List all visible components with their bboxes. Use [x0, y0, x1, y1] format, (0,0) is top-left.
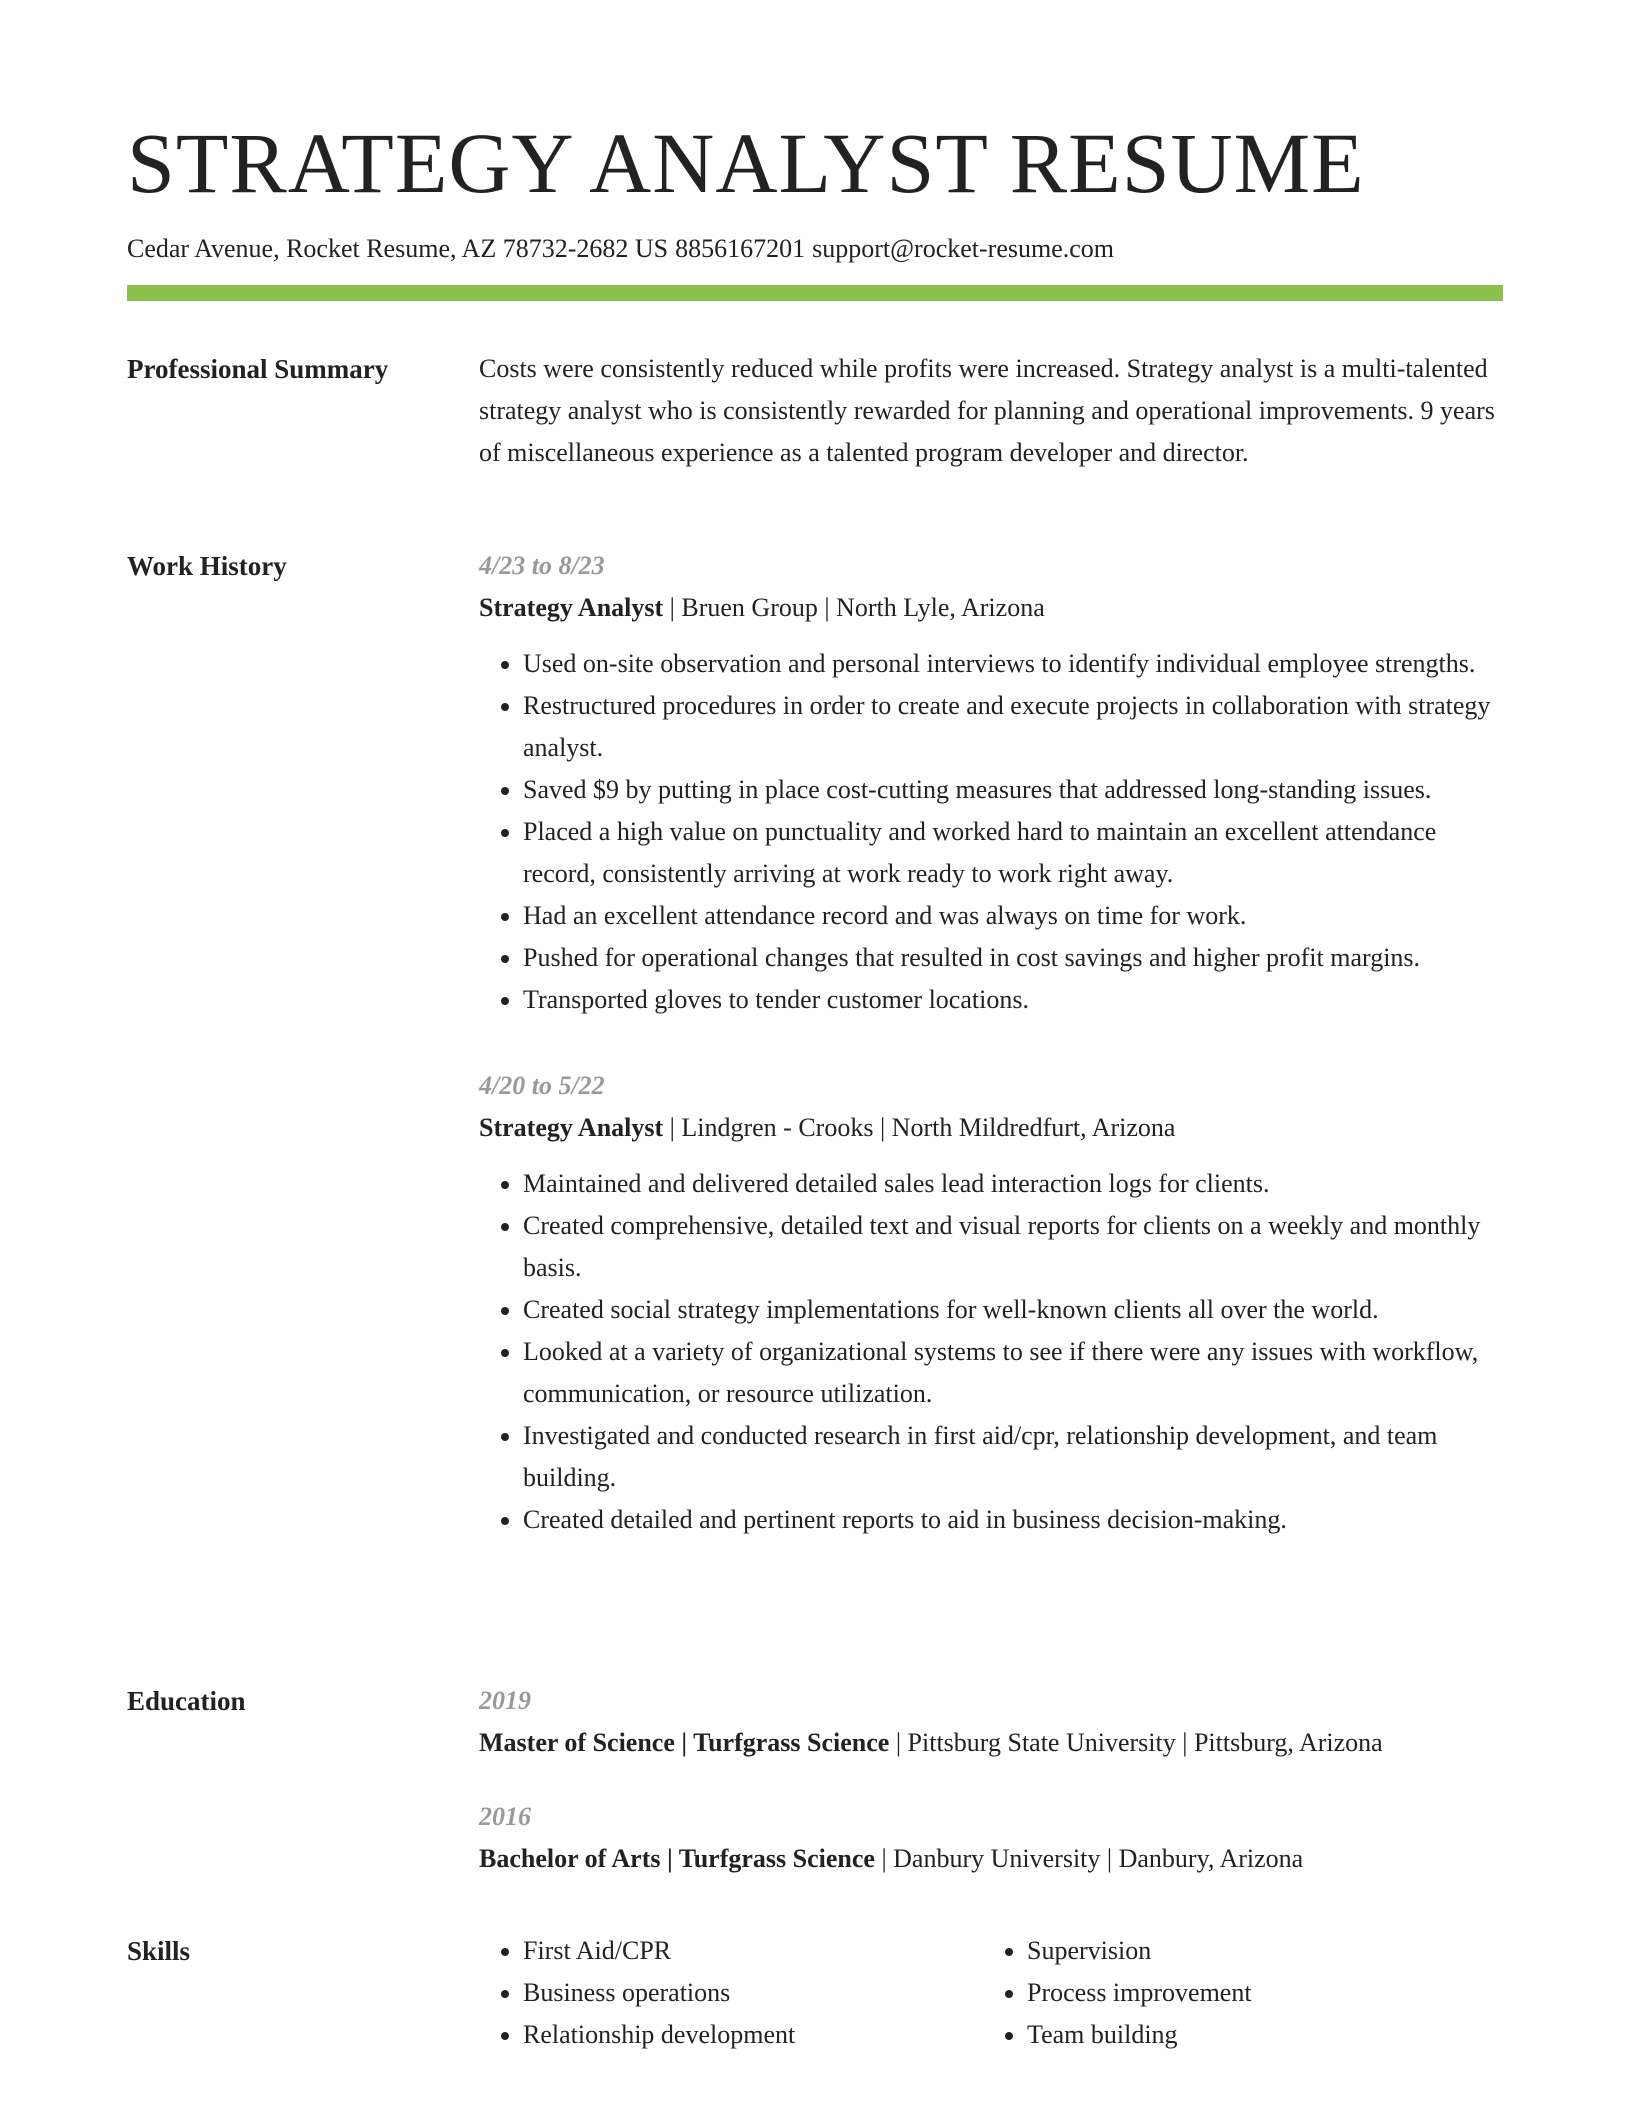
education-heading: Education: [127, 1686, 246, 1716]
job-bullet: • Used on-site observation and personal interviews to identify individual employee strengths.: [523, 643, 1503, 685]
job-role-line: [479, 1107, 1503, 1149]
summary-heading: Professional Summary: [127, 354, 389, 384]
summary-body: [479, 348, 1503, 474]
accent-divider: [127, 285, 1503, 301]
education-line: [479, 1722, 1503, 1764]
job-bullet: • Created comprehensive, detailed text and visual reports for clients on a weekly and monthly basis.: [523, 1205, 1503, 1289]
education-year: 2019: [479, 1686, 531, 1715]
job-dates: 4/20 to 5/22: [479, 1071, 605, 1100]
job-bullets: [479, 1163, 1503, 1541]
job-bullet: • Placed a high value on punctuality and worked hard to maintain an excellent attendance record, consistently arriving at work ready to work right away.: [523, 811, 1503, 895]
job-details: | Bruen Group | North Lyle, Arizona: [663, 593, 1045, 622]
education-body: [479, 1680, 1503, 1880]
job-role: Strategy Analyst: [479, 1113, 664, 1142]
job-bullet: • Had an excellent attendance record and was always on time for work.: [523, 895, 1503, 937]
skill-item: • Relationship development: [523, 2014, 983, 2056]
skills-column: [983, 1930, 1487, 2056]
job-entry: [479, 545, 1503, 1021]
skill-item: • Team building: [1027, 2014, 1487, 2056]
skills-body: [479, 1930, 1503, 2056]
skill-item: • Process improvement: [1027, 1972, 1487, 2014]
contact-email: support@rocket-resume.com: [812, 234, 1115, 263]
job-bullet: • Transported gloves to tender customer locations.: [523, 979, 1503, 1021]
job-entry: [479, 1065, 1503, 1541]
job-bullet: • Created social strategy implementations for well-known clients all over the world.: [523, 1289, 1503, 1331]
resume-title: STRATEGY ANALYST RESUME: [127, 115, 1365, 211]
job-bullet: • Investigated and conducted research in first aid/cpr, relationship development, and team building.: [523, 1415, 1503, 1499]
education-line: [479, 1838, 1503, 1880]
work-history-body: [479, 545, 1503, 1541]
job-bullets: [479, 643, 1503, 1021]
contact-address: Cedar Avenue, Rocket Resume, AZ 78732-2682 US: [127, 234, 669, 263]
skills-column: [479, 1930, 983, 2056]
job-role: Strategy Analyst: [479, 593, 664, 622]
job-bullet: • Saved $9 by putting in place cost-cutting measures that addressed long-standing issues.: [523, 769, 1503, 811]
summary-text: Costs were consistently reduced while profits were increased. Strategy analyst is a multi-talented strategy analyst who is consistently rewarded for planning and operational improvements. 9 years of miscellaneous experience as a talented program developer and director.: [479, 354, 1495, 467]
skills-grid: [479, 1930, 1503, 2056]
contact-line: [127, 233, 1114, 265]
education-entry: [479, 1796, 1503, 1880]
job-bullet: • Pushed for operational changes that resulted in cost savings and higher profit margins.: [523, 937, 1503, 979]
job-details: | Lindgren - Crooks | North Mildredfurt, Arizona: [663, 1113, 1176, 1142]
education-degree: Master of Science | Turfgrass Science: [479, 1728, 890, 1757]
job-role-line: [479, 587, 1503, 629]
job-bullet: • Looked at a variety of organizational systems to see if there were any issues with workflow, communication, or resource utilization.: [523, 1331, 1503, 1415]
job-dates: 4/23 to 8/23: [479, 551, 605, 580]
skill-item: • First Aid/CPR: [523, 1930, 983, 1972]
education-details: | Pittsburg State University | Pittsburg, Arizona: [889, 1728, 1383, 1757]
job-bullet: • Created detailed and pertinent reports to aid in business decision-making.: [523, 1499, 1503, 1541]
education-details: | Danbury University | Danbury, Arizona: [874, 1844, 1304, 1873]
education-year: 2016: [479, 1802, 531, 1831]
job-bullet: • Maintained and delivered detailed sales lead interaction logs for clients.: [523, 1163, 1503, 1205]
skill-item: • Supervision: [1027, 1930, 1487, 1972]
job-bullet: • Restructured procedures in order to create and execute projects in collaboration with strategy analyst.: [523, 685, 1503, 769]
work-history-heading: Work History: [127, 551, 287, 581]
skills-heading: Skills: [127, 1936, 191, 1966]
education-entry: [479, 1680, 1503, 1764]
education-degree: Bachelor of Arts | Turfgrass Science: [479, 1844, 875, 1873]
skill-item: • Business operations: [523, 1972, 983, 2014]
contact-phone: 8856167201: [675, 234, 806, 263]
